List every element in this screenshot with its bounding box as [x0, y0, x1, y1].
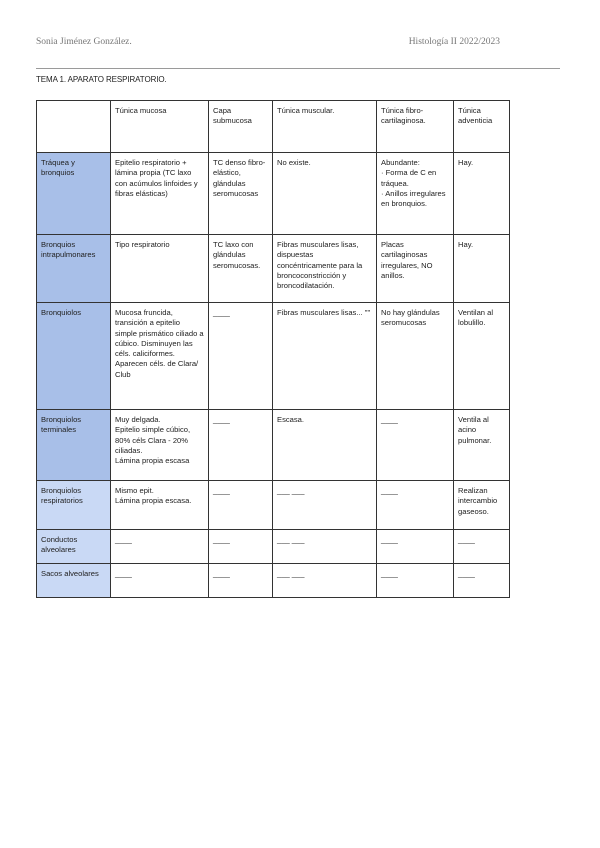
table-cell: ___ ___ [273, 481, 377, 530]
table-header-cell: Túnica fibro-cartilaginosa. [377, 101, 454, 153]
table-row [37, 530, 510, 564]
table-cell: ____ [209, 530, 273, 564]
table-cell: ____ [377, 410, 454, 481]
table-header-cell: Túnica adventicia [454, 101, 510, 153]
table-cell: Hay. [454, 153, 510, 235]
table-cell: Epitelio respiratorio + lámina propia (TC laxo con acúmulos linfoides y fibras elásticas) [111, 153, 209, 235]
table-cell: No hay glándulas seromucosas [377, 303, 454, 410]
table-cell: Muy delgada. Epitelio simple cúbico, 80% céls Clara - 20% ciliadas. Lámina propia escasa [111, 410, 209, 481]
table-cell: ____ [377, 481, 454, 530]
table-cell: Tipo respiratorio [111, 235, 209, 303]
table-cell: Abundante: · Forma de C en tráquea. · Anillos irregulares en bronquios. [377, 153, 454, 235]
table-cell: ____ [454, 564, 510, 598]
page-title: TEMA 1. APARATO RESPIRATORIO. [36, 75, 167, 84]
table-cell: ____ [209, 303, 273, 410]
table-cell: Mismo epit. Lámina propia escasa. [111, 481, 209, 530]
table-cell: ___ ___ [273, 530, 377, 564]
table-cell: Fibras musculares lisas... "" [273, 303, 377, 410]
header-divider [36, 68, 560, 69]
table-cell: ____ [209, 410, 273, 481]
table-row [37, 303, 510, 410]
table-cell: Escasa. [273, 410, 377, 481]
table-cell: ____ [111, 564, 209, 598]
table-cell: Realizan intercambio gaseoso. [454, 481, 510, 530]
table-cell: ____ [111, 530, 209, 564]
table-row [37, 564, 510, 598]
row-header-cell: Bronquiolos [37, 303, 111, 410]
table-cell: ____ [209, 481, 273, 530]
table-cell: ____ [454, 530, 510, 564]
table-header-cell-corner [37, 101, 111, 153]
table-cell: TC denso fibro-elástico, glándulas seromucosas [209, 153, 273, 235]
row-header-cell: Tráquea y bronquios [37, 153, 111, 235]
table-cell: Ventila al acino pulmonar. [454, 410, 510, 481]
table-cell: Mucosa fruncida, transición a epitelio simple prismático ciliado a cúbico. Disminuyen las céls. caliciformes. Aparecen céls. de Clara/ Club [111, 303, 209, 410]
table-row [37, 153, 510, 235]
histology-table [36, 100, 510, 598]
table-cell: ____ [377, 564, 454, 598]
table-cell: Hay. [454, 235, 510, 303]
row-header-cell: Bronquiolos terminales [37, 410, 111, 481]
row-header-cell: Conductos alveolares [37, 530, 111, 564]
table-header-cell: Túnica muscular. [273, 101, 377, 153]
header-course: Histología II 2022/2023 [408, 37, 500, 47]
row-header-cell: Bronquios intrapulmonares [37, 235, 111, 303]
table-row [37, 481, 510, 530]
table-header-row [37, 101, 510, 153]
table-header-cell: Capa submucosa [209, 101, 273, 153]
table-cell: ___ ___ [273, 564, 377, 598]
table-header-cell: Túnica mucosa [111, 101, 209, 153]
table-row [37, 235, 510, 303]
row-header-cell: Sacos alveolares [37, 564, 111, 598]
row-header-cell: Bronquiolos respiratorios [37, 481, 111, 530]
table-cell: Fibras musculares lisas, dispuestas concéntricamente para la broncoconstricción y broncodilatación. [273, 235, 377, 303]
table-cell: No existe. [273, 153, 377, 235]
table-cell: Placas cartilaginosas irregulares, NO anillos. [377, 235, 454, 303]
table-cell: Ventilan al lobulillo. [454, 303, 510, 410]
table-cell: ____ [209, 564, 273, 598]
table-row [37, 410, 510, 481]
header-author: Sonia Jiménez González. [36, 37, 132, 47]
table-cell: ____ [377, 530, 454, 564]
table-cell: TC laxo con glándulas seromucosas. [209, 235, 273, 303]
